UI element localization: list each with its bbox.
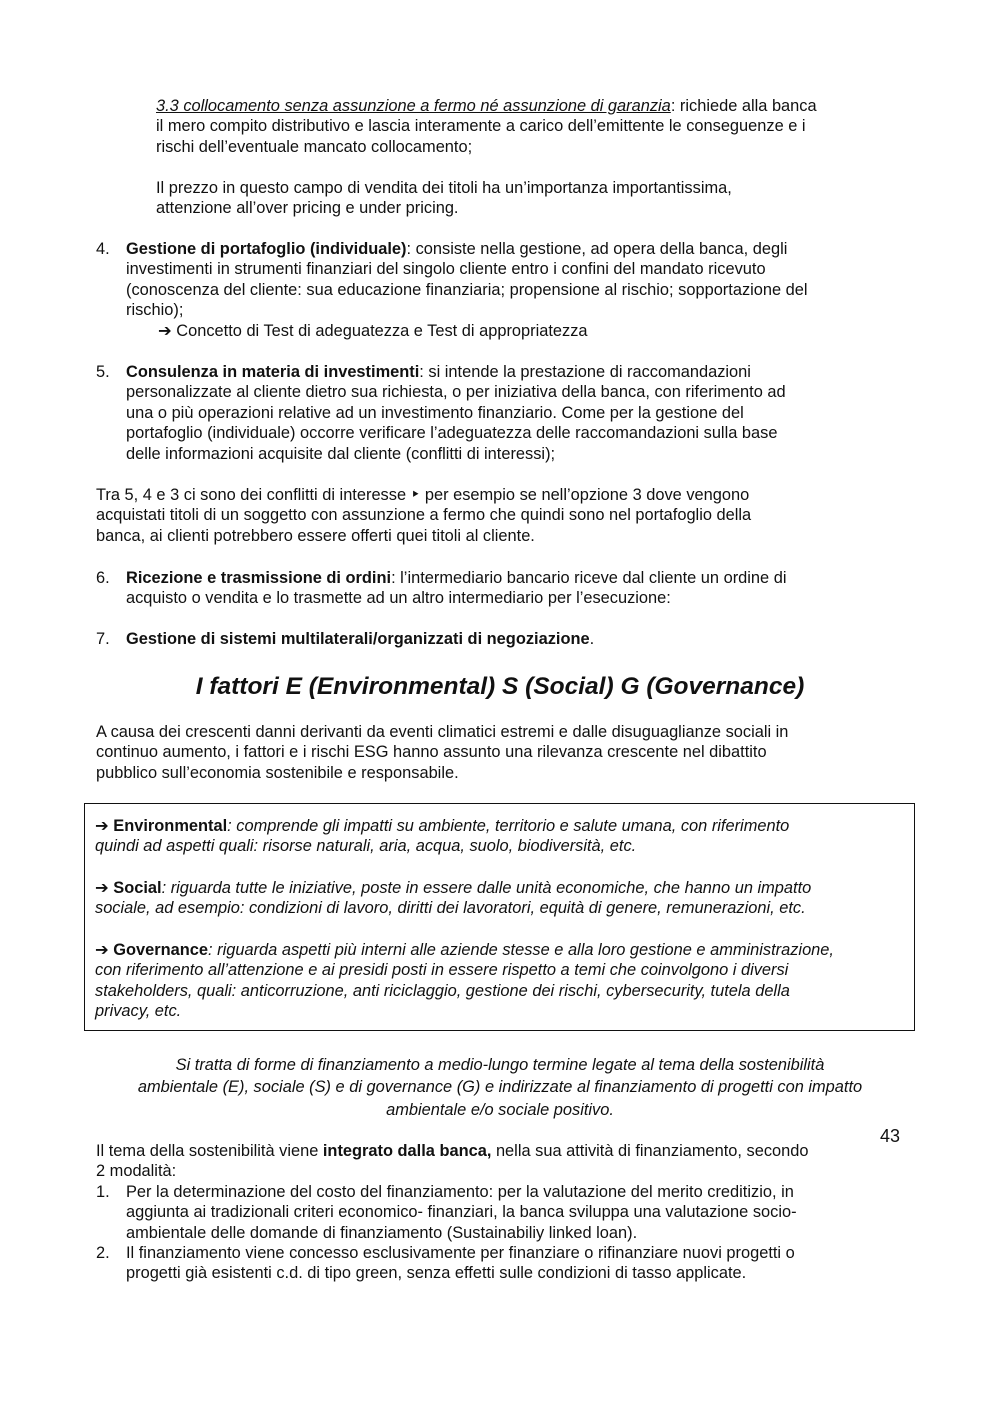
- note-line: ambientale e/o sociale positivo.: [386, 1100, 614, 1119]
- paragraph-line: continuo aumento, i fattori e i rischi ESG hanno assunto una rilevanza crescente nel dibattito: [96, 743, 767, 762]
- arrow-icon: ➔: [95, 941, 114, 959]
- arrow-icon: ➔: [95, 879, 114, 897]
- list-item-title: Gestione di sistemi multilaterali/organizzati di negoziazione: [126, 630, 590, 648]
- item-3-3-title: 3.3 collocamento senza assunzione a fermo né assunzione di garanzia: [156, 97, 671, 115]
- esg-governance: [95, 940, 905, 1022]
- esg-text: : comprende gli impatti su ambiente, territorio e salute umana, con riferimento: [227, 817, 790, 835]
- list-item-title: Consulenza in materia di investimenti: [126, 363, 420, 381]
- list-item-text: portafoglio (individuale) occorre verificare l’adeguatezza delle raccomandazioni sulla base: [126, 424, 778, 443]
- page-number: 43: [880, 1126, 901, 1146]
- esg-text: quindi ad aspetti quali: risorse naturali, aria, acqua, suolo, biodiversità, etc.: [95, 837, 637, 856]
- paragraph-text: Il tema della sostenibilità viene: [96, 1142, 323, 1160]
- item-3-3-line: rischi dell’eventuale mancato collocamento;: [156, 137, 473, 156]
- mode-item-1: [96, 1182, 916, 1243]
- paragraph-line: A causa dei crescenti danni derivanti da eventi climatici estremi e dalle disuguaglianze sociali in: [96, 723, 789, 741]
- list-item-text: : l’intermediario bancario riceve dal cliente un ordine di: [391, 569, 787, 587]
- price-note-line: Il prezzo in questo campo di vendita dei titoli ha un’importanza importantissima,: [156, 179, 732, 197]
- esg-label: Social: [113, 879, 162, 897]
- integration-paragraph: [96, 1141, 916, 1284]
- list-item-text: investimenti in strumenti finanziari del singolo cliente entro i confini del mandato ricevuto: [126, 260, 766, 279]
- list-item-text: una o più operazioni relative ad un investimento finanziario. Come per la gestione del: [126, 403, 744, 422]
- list-item-end: .: [589, 630, 595, 648]
- paragraph-text: nella sua attività di finanziamento, secondo: [491, 1142, 809, 1160]
- esg-text: : riguarda aspetti più interni alle aziende stesse e alla loro gestione e amministrazione,: [208, 941, 834, 959]
- list-item-title: Gestione di portafoglio (individuale): [126, 240, 407, 258]
- item-3-3-text: : richiede alla banca: [670, 97, 817, 115]
- list-number: 1.: [96, 1182, 110, 1201]
- esg-text: : riguarda tutte le iniziative, poste in essere dalle unità economiche, che hanno un impatto: [161, 879, 812, 897]
- list-number: 2.: [96, 1244, 110, 1263]
- esg-label: Governance: [113, 941, 209, 959]
- paragraph-line: banca, ai clienti potrebbero essere offerti quei titoli al cliente.: [96, 526, 535, 545]
- list-number: 4.: [96, 240, 110, 258]
- list-item-text: progetti già esistenti c.d. di tipo green, senza effetti sulle condizioni di tasso applicate.: [126, 1264, 747, 1283]
- price-note: [156, 178, 916, 219]
- list-item-text: : si intende la prestazione di raccomandazioni: [419, 363, 751, 381]
- item-3-3: [156, 96, 916, 157]
- list-item-6: [96, 568, 916, 609]
- list-item-text: : consiste nella gestione, ad opera della banca, degli: [406, 240, 788, 258]
- list-item-text: ambientale delle domande di finanziamento (Sustainabiliy linked loan).: [126, 1223, 638, 1242]
- esg-definitions-box: [84, 803, 915, 1031]
- paragraph-line: acquistati titoli di un soggetto con assunzione a fermo che quindi sono nel portafoglio della: [96, 506, 752, 525]
- list-item-text: Il finanziamento viene concesso esclusivamente per finanziare o rifinanziare nuovi progetti o: [126, 1244, 795, 1263]
- list-item-text: (conoscenza del cliente: sua educazione finanziaria; propensione al rischio; sopportazione del: [126, 280, 808, 299]
- note-line: Si tratta di forme di finanziamento a medio-lungo termine legate al tema della sostenibilità: [175, 1056, 825, 1074]
- list-number: 5.: [96, 363, 110, 381]
- esg-intro: [96, 722, 916, 783]
- paragraph-bold: integrato dalla banca,: [322, 1142, 492, 1160]
- list-item-text: aggiunta ai tradizionali criteri economico- finanziari, la banca sviluppa una valutazione socio-: [126, 1203, 797, 1222]
- list-number: 7.: [96, 630, 110, 648]
- paragraph-text: 2 modalità:: [96, 1162, 177, 1181]
- paragraph-line: Tra 5, 4 e 3 ci sono dei conflitti di interesse ‣ per esempio se nell’opzione 3 dove vengono: [96, 486, 750, 504]
- mode-item-2: [96, 1243, 916, 1284]
- list-item-title: Ricezione e trasmissione di ordini: [126, 569, 392, 587]
- list-item-text: acquisto o vendita e lo trasmette ad un altro intermediario per l’esecuzione:: [126, 589, 671, 608]
- price-note-line: attenzione all’over pricing e under pricing.: [156, 199, 459, 218]
- arrow-icon: ➔: [95, 817, 114, 835]
- conflicts-paragraph: [96, 485, 916, 546]
- list-item-7: [96, 629, 916, 649]
- esg-text: sociale, ad esempio: condizioni di lavoro, diritti dei lavoratori, equità di genere, remunerazioni, etc.: [95, 899, 806, 918]
- list-item-text: delle informazioni acquisite dal cliente (conflitti di interessi);: [126, 444, 556, 463]
- financing-note: [84, 1055, 916, 1120]
- note-line: ambientale (E), sociale (S) e di governance (G) e indirizzate al finanziamento di progetti con impatto: [137, 1078, 863, 1097]
- esg-social: [95, 878, 905, 919]
- list-item-5: [96, 362, 916, 464]
- esg-text: privacy, etc.: [95, 1002, 182, 1021]
- paragraph-line: pubblico sull’economia sostenibile e responsabile.: [96, 763, 459, 782]
- list-item-text: rischio);: [126, 301, 184, 320]
- section-title: I fattori E (Environmental) S (Social) G (Governance): [195, 673, 805, 700]
- list-number: 6.: [96, 569, 110, 587]
- esg-label: Environmental: [113, 817, 228, 835]
- arrow-note: ➔ Concetto di Test di adeguatezza e Test di appropriatezza: [158, 321, 588, 340]
- esg-text: stakeholders, quali: anticorruzione, anti riciclaggio, gestione dei rischi, cybersecurity, tutela della: [95, 981, 790, 1000]
- esg-environmental: [95, 816, 905, 857]
- list-item-text: Per la determinazione del costo del finanziamento: per la valutazione del merito creditizio, in: [126, 1182, 794, 1201]
- item-3-3-line: il mero compito distributivo e lascia interamente a carico dell’emittente le conseguenze e i: [156, 117, 806, 136]
- esg-text: con riferimento all’attenzione e ai presidi posti in essere rispetto a temi che coinvolgono i diversi: [95, 961, 789, 980]
- list-item-text: personalizzate al cliente dietro sua richiesta, o per iniziativa della banca, con riferimento ad: [126, 383, 786, 402]
- list-item-4: [96, 239, 916, 341]
